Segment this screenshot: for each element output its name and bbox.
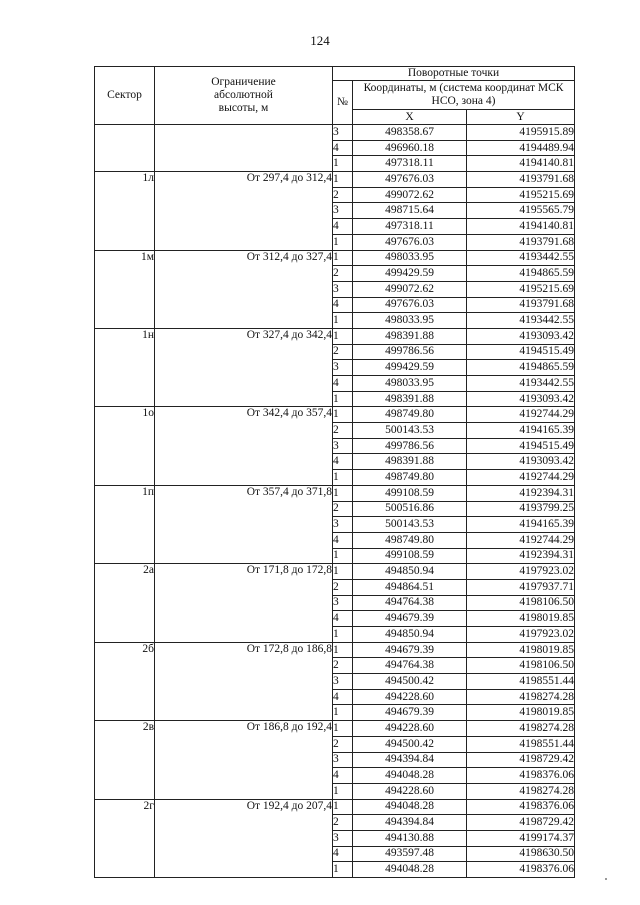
sector-cell: 1о [95, 407, 155, 485]
sector-cell: 2в [95, 721, 155, 799]
point-number-cell: 3 [333, 125, 353, 141]
point-number-cell: 1 [333, 407, 353, 423]
table-row [95, 564, 575, 580]
x-coordinate-cell: 497676.03 [353, 234, 467, 250]
table-row [95, 172, 575, 188]
point-number-cell: 2 [333, 266, 353, 282]
y-coordinate-cell: 4192744.29 [467, 532, 575, 548]
x-coordinate-cell: 494764.38 [353, 595, 467, 611]
x-coordinate-cell: 498391.88 [353, 454, 467, 470]
y-coordinate-cell: 4197937.71 [467, 579, 575, 595]
y-coordinate-cell: 4194140.81 [467, 156, 575, 172]
y-coordinate-cell: 4193442.55 [467, 250, 575, 266]
point-number-cell: 3 [333, 203, 353, 219]
point-number-cell: 2 [333, 187, 353, 203]
x-coordinate-cell: 498391.88 [353, 328, 467, 344]
point-number-cell: 1 [333, 783, 353, 799]
x-coordinate-cell: 494048.28 [353, 862, 467, 878]
x-coordinate-cell: 494228.60 [353, 689, 467, 705]
x-coordinate-cell: 494500.42 [353, 674, 467, 690]
page-number: 124 [310, 33, 330, 48]
x-coordinate-cell: 499108.59 [353, 485, 467, 501]
table-row [95, 125, 575, 141]
point-number-cell: 1 [333, 156, 353, 172]
x-coordinate-cell: 498033.95 [353, 250, 467, 266]
point-number-cell: 4 [333, 611, 353, 627]
x-coordinate-cell: 498749.80 [353, 470, 467, 486]
point-number-cell: 3 [333, 438, 353, 454]
y-coordinate-cell: 4198106.50 [467, 595, 575, 611]
y-coordinate-cell: 4192394.31 [467, 485, 575, 501]
point-number-cell: 1 [333, 470, 353, 486]
point-number-cell: 3 [333, 752, 353, 768]
point-number-cell: 1 [333, 548, 353, 564]
limit-cell: От 297,4 до 312,4 [155, 172, 333, 250]
table-row [95, 407, 575, 423]
table-header [95, 67, 575, 125]
x-coordinate-cell: 497318.11 [353, 156, 467, 172]
x-coordinate-cell: 494394.84 [353, 815, 467, 831]
y-coordinate-cell: 4199174.37 [467, 830, 575, 846]
x-coordinate-cell: 499786.56 [353, 438, 467, 454]
y-coordinate-cell: 4195215.69 [467, 281, 575, 297]
x-coordinate-cell: 494130.88 [353, 830, 467, 846]
point-number-cell: 4 [333, 376, 353, 392]
y-coordinate-cell: 4194165.39 [467, 423, 575, 439]
limit-header: Ограничение абсолютной высоты, м [155, 67, 333, 125]
x-coordinate-cell: 498749.80 [353, 532, 467, 548]
table-row [95, 642, 575, 658]
point-number-cell: 2 [333, 344, 353, 360]
x-coordinate-cell: 497676.03 [353, 172, 467, 188]
y-coordinate-cell: 4194515.49 [467, 344, 575, 360]
y-coordinate-cell: 4193093.42 [467, 454, 575, 470]
sector-cell [95, 125, 155, 172]
x-coordinate-cell: 494048.28 [353, 799, 467, 815]
y-coordinate-cell: 4193791.68 [467, 297, 575, 313]
x-coordinate-cell: 494500.42 [353, 736, 467, 752]
turning-points-header: Поворотные точки [333, 67, 575, 81]
y-coordinate-cell: 4193791.68 [467, 234, 575, 250]
x-coordinate-cell: 494394.84 [353, 752, 467, 768]
table-row [95, 328, 575, 344]
y-coordinate-cell: 4194140.81 [467, 219, 575, 235]
y-coordinate-cell: 4198274.28 [467, 721, 575, 737]
scan-speck [605, 878, 607, 880]
point-number-cell: 2 [333, 579, 353, 595]
y-coordinate-cell: 4198630.50 [467, 846, 575, 862]
point-number-cell: 3 [333, 360, 353, 376]
x-coordinate-cell: 494850.94 [353, 564, 467, 580]
y-coordinate-cell: 4198274.28 [467, 689, 575, 705]
y-coordinate-cell: 4192744.29 [467, 407, 575, 423]
limit-cell: От 192,4 до 207,4 [155, 799, 333, 877]
limit-cell: От 327,4 до 342,4 [155, 328, 333, 406]
y-coordinate-cell: 4193791.68 [467, 172, 575, 188]
y-coordinate-cell: 4198551.44 [467, 736, 575, 752]
y-coordinate-cell: 4198376.06 [467, 768, 575, 784]
y-coordinate-cell: 4198019.85 [467, 611, 575, 627]
point-number-cell: 4 [333, 532, 353, 548]
x-coordinate-cell: 499429.59 [353, 360, 467, 376]
y-coordinate-cell: 4198106.50 [467, 658, 575, 674]
x-coordinate-cell: 497676.03 [353, 297, 467, 313]
sector-cell: 2а [95, 564, 155, 642]
y-coordinate-cell: 4198551.44 [467, 674, 575, 690]
y-coordinate-cell: 4198376.06 [467, 862, 575, 878]
y-coordinate-cell: 4194165.39 [467, 517, 575, 533]
x-coordinate-cell: 494679.39 [353, 705, 467, 721]
point-number-cell: 1 [333, 234, 353, 250]
table-row [95, 721, 575, 737]
limit-cell: От 172,8 до 186,8 [155, 642, 333, 720]
table-row [95, 485, 575, 501]
point-number-cell: 4 [333, 297, 353, 313]
point-number-cell: 1 [333, 642, 353, 658]
y-coordinate-cell: 4194515.49 [467, 438, 575, 454]
x-coordinate-cell: 498715.64 [353, 203, 467, 219]
limit-cell: От 186,8 до 192,4 [155, 721, 333, 799]
limit-cell: От 357,4 до 371,8 [155, 485, 333, 563]
limit-cell: От 171,8 до 172,8 [155, 564, 333, 642]
x-coordinate-cell: 494679.39 [353, 611, 467, 627]
x-coordinate-cell: 498749.80 [353, 407, 467, 423]
x-coordinate-cell: 494764.38 [353, 658, 467, 674]
point-number-cell: 4 [333, 768, 353, 784]
point-number-cell: 1 [333, 485, 353, 501]
table-body [95, 125, 575, 878]
y-coordinate-cell: 4193442.55 [467, 313, 575, 329]
y-coordinate-cell: 4195215.69 [467, 187, 575, 203]
point-number-cell: 1 [333, 862, 353, 878]
y-header: Y [467, 110, 575, 125]
x-coordinate-cell: 499072.62 [353, 281, 467, 297]
y-coordinate-cell: 4198274.28 [467, 783, 575, 799]
point-number-cell: 1 [333, 564, 353, 580]
y-coordinate-cell: 4198019.85 [467, 705, 575, 721]
x-coordinate-cell: 496960.18 [353, 140, 467, 156]
point-number-cell: 2 [333, 736, 353, 752]
x-coordinate-cell: 494228.60 [353, 783, 467, 799]
number-header: № [333, 81, 353, 125]
sector-cell: 2б [95, 642, 155, 720]
x-header: X [353, 110, 467, 125]
y-coordinate-cell: 4193799.25 [467, 501, 575, 517]
y-coordinate-cell: 4198729.42 [467, 752, 575, 768]
y-coordinate-cell: 4197923.02 [467, 627, 575, 643]
table-row [95, 799, 575, 815]
point-number-cell: 1 [333, 799, 353, 815]
x-coordinate-cell: 497318.11 [353, 219, 467, 235]
x-coordinate-cell: 498391.88 [353, 391, 467, 407]
point-number-cell: 4 [333, 846, 353, 862]
sector-cell: 1н [95, 328, 155, 406]
x-coordinate-cell: 498358.67 [353, 125, 467, 141]
point-number-cell: 3 [333, 674, 353, 690]
point-number-cell: 1 [333, 391, 353, 407]
point-number-cell: 4 [333, 219, 353, 235]
point-number-cell: 1 [333, 313, 353, 329]
y-coordinate-cell: 4195915.89 [467, 125, 575, 141]
x-coordinate-cell: 498033.95 [353, 376, 467, 392]
point-number-cell: 2 [333, 501, 353, 517]
x-coordinate-cell: 500516.86 [353, 501, 467, 517]
y-coordinate-cell: 4197923.02 [467, 564, 575, 580]
limit-cell: От 312,4 до 327,4 [155, 250, 333, 328]
y-coordinate-cell: 4192744.29 [467, 470, 575, 486]
point-number-cell: 3 [333, 830, 353, 846]
y-coordinate-cell: 4193442.55 [467, 376, 575, 392]
limit-cell: От 342,4 до 357,4 [155, 407, 333, 485]
y-coordinate-cell: 4194865.59 [467, 360, 575, 376]
point-number-cell: 3 [333, 517, 353, 533]
x-coordinate-cell: 500143.53 [353, 423, 467, 439]
x-coordinate-cell: 500143.53 [353, 517, 467, 533]
point-number-cell: 3 [333, 595, 353, 611]
point-number-cell: 2 [333, 815, 353, 831]
point-number-cell: 1 [333, 705, 353, 721]
sector-cell: 2г [95, 799, 155, 877]
point-number-cell: 3 [333, 281, 353, 297]
point-number-cell: 1 [333, 250, 353, 266]
sector-cell: 1п [95, 485, 155, 563]
y-coordinate-cell: 4198376.06 [467, 799, 575, 815]
limit-cell [155, 125, 333, 172]
sector-cell: 1м [95, 250, 155, 328]
y-coordinate-cell: 4198019.85 [467, 642, 575, 658]
y-coordinate-cell: 4193093.42 [467, 328, 575, 344]
point-number-cell: 4 [333, 689, 353, 705]
sector-header: Сектор [95, 67, 155, 125]
x-coordinate-cell: 493597.48 [353, 846, 467, 862]
y-coordinate-cell: 4194865.59 [467, 266, 575, 282]
x-coordinate-cell: 494850.94 [353, 627, 467, 643]
sector-cell: 1л [95, 172, 155, 250]
x-coordinate-cell: 498033.95 [353, 313, 467, 329]
x-coordinate-cell: 499429.59 [353, 266, 467, 282]
x-coordinate-cell: 494679.39 [353, 642, 467, 658]
y-coordinate-cell: 4194489.94 [467, 140, 575, 156]
y-coordinate-cell: 4198729.42 [467, 815, 575, 831]
y-coordinate-cell: 4192394.31 [467, 548, 575, 564]
point-number-cell: 1 [333, 627, 353, 643]
point-number-cell: 4 [333, 454, 353, 470]
point-number-cell: 2 [333, 658, 353, 674]
point-number-cell: 2 [333, 423, 353, 439]
x-coordinate-cell: 499072.62 [353, 187, 467, 203]
x-coordinate-cell: 494228.60 [353, 721, 467, 737]
coordinates-table [94, 66, 575, 878]
point-number-cell: 1 [333, 172, 353, 188]
x-coordinate-cell: 494864.51 [353, 579, 467, 595]
table-row [95, 250, 575, 266]
x-coordinate-cell: 499786.56 [353, 344, 467, 360]
coordinates-header: Координаты, м (система координат МСК НСО, зона 4) [353, 81, 575, 110]
point-number-cell: 4 [333, 140, 353, 156]
x-coordinate-cell: 499108.59 [353, 548, 467, 564]
x-coordinate-cell: 494048.28 [353, 768, 467, 784]
y-coordinate-cell: 4195565.79 [467, 203, 575, 219]
y-coordinate-cell: 4193093.42 [467, 391, 575, 407]
point-number-cell: 1 [333, 328, 353, 344]
point-number-cell: 1 [333, 721, 353, 737]
